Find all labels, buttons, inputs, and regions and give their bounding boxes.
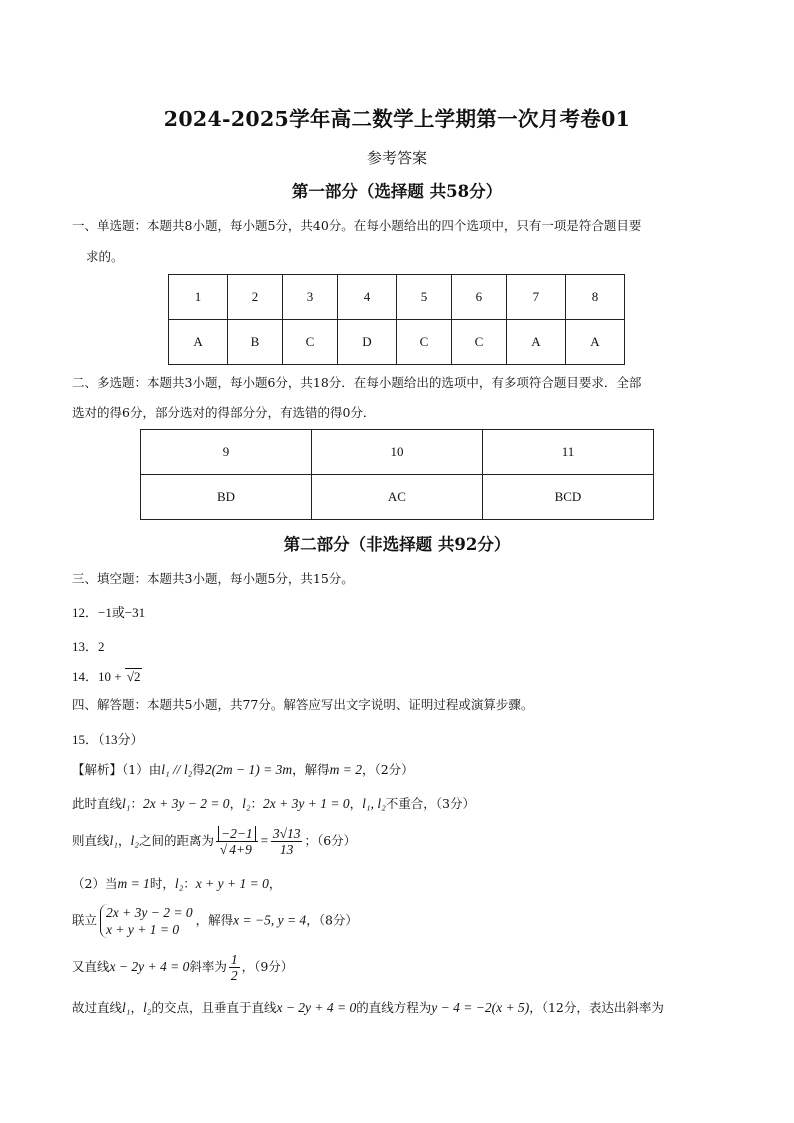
part2-title: 第二部分（非选择题 共92分） — [283, 535, 511, 554]
system-equation-2: x + y + 1 = 0 — [106, 922, 180, 937]
question-number-cell: 11 — [482, 430, 653, 475]
equation-system — [100, 904, 193, 938]
text: 故过直线 — [72, 1000, 123, 1015]
answer-q14-prefix: 14．10 + — [72, 669, 125, 684]
fraction-numerator — [216, 826, 258, 842]
question-number-cell: 10 — [311, 430, 482, 475]
single-choice-answer-table — [168, 274, 625, 365]
math-expression: 2(2m − 1) = 3m — [204, 762, 293, 777]
q15-solution-line-3 — [72, 826, 356, 857]
math-expression: m = 1 — [117, 876, 150, 891]
math-expression: l₂ — [130, 833, 139, 848]
answer-cell: AC — [311, 475, 482, 520]
fraction-numerator: 3√13 — [272, 826, 301, 841]
multi-choice-description: 二、多选题：本题共3小题，每小题6分，共18分．在每小题给出的选项中，有多项符合题目要求．全部 — [72, 375, 642, 390]
answer-cell: C — [282, 320, 337, 365]
solve-description: 四、解答题：本题共5小题，共77分。解答应写出文字说明、证明过程或演算步骤。 — [72, 697, 534, 712]
answer-cell: BD — [141, 475, 312, 520]
question-number-cell: 1 — [169, 275, 228, 320]
question-number-cell: 7 — [506, 275, 565, 320]
text: ，解得 — [195, 912, 234, 928]
question-number-cell: 4 — [337, 275, 396, 320]
q15-solution-line-7 — [72, 998, 664, 1018]
fraction-denominator: 13 — [279, 842, 294, 857]
text: 之间的距离为 — [138, 833, 214, 848]
text: 时， — [149, 876, 175, 891]
text: ： — [183, 876, 196, 891]
math-expression: l₁ — [122, 796, 131, 811]
text: ， — [349, 796, 363, 811]
text: ；（6分） — [304, 833, 357, 848]
text: ，（12分，表达出斜率为 — [529, 1000, 664, 1015]
answer-cell: BCD — [482, 475, 653, 520]
answer-cell: D — [337, 320, 396, 365]
math-expression: x + y + 1 = 0 — [195, 876, 269, 891]
multi-choice-description-cont: 选对的得6分，部分选对的得部分分，有选错的得0分． — [72, 405, 376, 420]
text: （2）当 — [72, 876, 118, 891]
text: ，解得 — [292, 762, 330, 777]
question-number-row — [141, 430, 654, 475]
question-number-cell: 2 — [228, 275, 283, 320]
system-equation-1: 2x + 3y − 2 = 0 — [106, 905, 193, 920]
text: 【解析】（1）由 — [72, 762, 162, 777]
fill-blank-description: 三、填空题：本题共3小题，每小题5分，共15分。 — [72, 571, 354, 586]
text: 的直线方程为 — [356, 1000, 432, 1015]
text: 得 — [192, 762, 205, 777]
math-expression: l₂ — [174, 876, 184, 891]
math-expression: m = 2 — [329, 762, 362, 777]
answer-q14 — [72, 666, 142, 685]
text: ， — [229, 796, 243, 811]
math-expression: x − 2y + 4 = 0 — [109, 959, 190, 974]
text: 斜率为 — [189, 959, 227, 974]
q15-solution-line-2 — [72, 794, 475, 814]
question-number-cell: 3 — [282, 275, 337, 320]
text: 又直线 — [72, 959, 110, 974]
text: ，（9分） — [241, 959, 294, 974]
math-expression: l₁, l₂ — [362, 796, 386, 811]
math-expression: y − 4 = −2(x + 5) — [431, 1000, 530, 1015]
text: 则直线 — [72, 833, 110, 848]
sqrt-radicand: 2 — [133, 669, 141, 684]
answer-cell: B — [228, 320, 283, 365]
answer-cell: C — [396, 320, 451, 365]
text: ： — [130, 796, 143, 811]
single-choice-description: 一、单选题：本题共8小题，每小题5分，共40分。在每小题给出的四个选项中，只有一项是符合题目要 — [72, 218, 642, 233]
text: ，（8分） — [306, 912, 358, 928]
question-number-row — [169, 275, 625, 320]
q15-header: 15．（13分） — [72, 732, 144, 747]
answer-cell: A — [506, 320, 565, 365]
single-choice-description-cont: 求的。 — [86, 249, 124, 264]
absolute-value: −2−1 — [218, 826, 256, 841]
text: 此时直线 — [72, 796, 123, 811]
question-number-cell: 9 — [141, 430, 312, 475]
text: ， — [117, 833, 131, 848]
page-title: 2024-2025学年高二数学上学期第一次月考卷01 — [163, 107, 631, 131]
multi-choice-answer-table — [140, 429, 654, 520]
math-expression: x = −5, y = 4 — [233, 912, 307, 928]
answer-q12: 12．−1或−31 — [72, 605, 146, 620]
answer-row — [141, 475, 654, 520]
math-expression: l₂ — [242, 796, 251, 811]
text: 联立 — [72, 912, 98, 928]
math-expression: l₂ — [142, 1000, 152, 1015]
text: ， — [268, 876, 282, 891]
q15-solution-line-5 — [72, 904, 358, 938]
fraction-denominator: 2 — [230, 968, 238, 983]
page-subtitle: 参考答案 — [366, 149, 427, 167]
fraction-denominator: √ 4+9 — [219, 842, 252, 857]
q15-solution-line-1 — [72, 760, 414, 780]
text: ， — [130, 1000, 143, 1015]
math-expression: l₁ — [109, 833, 118, 848]
math-expression: 2x + 3y − 2 = 0 — [142, 796, 230, 811]
slope-fraction — [229, 952, 240, 983]
q15-solution-line-4 — [72, 874, 281, 894]
math-expression: l₁ — [122, 1000, 131, 1015]
question-number-cell: 8 — [565, 275, 624, 320]
text: 不重合，（3分） — [385, 796, 475, 811]
text: ： — [250, 796, 264, 811]
sqrt-radicand: 4+9 — [229, 842, 252, 857]
q15-solution-line-6 — [72, 952, 293, 983]
question-number-cell: 6 — [451, 275, 506, 320]
answer-cell: C — [451, 320, 506, 365]
answer-cell: A — [565, 320, 624, 365]
math-expression: x − 2y + 4 = 0 — [276, 1000, 357, 1015]
answer-row — [169, 320, 625, 365]
answer-cell: A — [169, 320, 228, 365]
math-expression: l₁ // l₂ — [161, 762, 193, 777]
answer-q13: 13．2 — [72, 639, 105, 654]
fraction-numerator: 1 — [230, 952, 238, 967]
math-expression: 2x + 3y + 1 = 0 — [263, 796, 350, 811]
text: ，（2分） — [361, 762, 414, 777]
result-fraction — [271, 826, 303, 857]
text: 的交点，且垂直于直线 — [151, 1000, 277, 1015]
sqrt-expression: √2 — [126, 669, 141, 684]
part1-title: 第一部分（选择题 共58分） — [291, 182, 503, 201]
distance-fraction — [216, 826, 258, 857]
question-number-cell: 5 — [396, 275, 451, 320]
equals-sign: = — [259, 833, 269, 848]
